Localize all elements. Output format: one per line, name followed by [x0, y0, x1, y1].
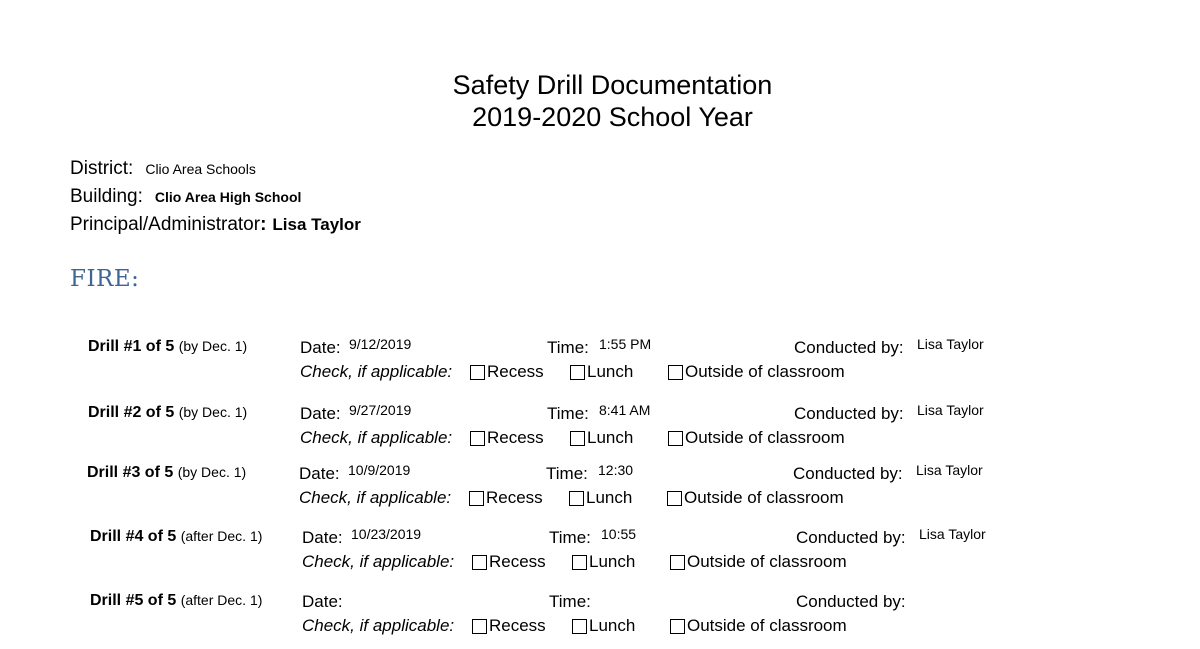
conducted-by-label: Conducted by:	[796, 528, 906, 547]
recess-option[interactable]	[472, 616, 546, 636]
check-label: Check, if applicable:	[300, 362, 453, 381]
date-value[interactable]: 9/12/2019	[349, 336, 412, 352]
conducted-by-value[interactable]: Lisa Taylor	[917, 336, 984, 352]
date-label: Date:	[302, 592, 343, 611]
date-label: Date:	[299, 464, 340, 483]
lunch-checkbox[interactable]	[572, 619, 587, 634]
drill-deadline: (by Dec. 1)	[177, 464, 247, 480]
drill-row	[0, 461, 1199, 521]
time-value[interactable]: 8:41 AM	[599, 402, 651, 418]
document-title: Safety Drill Documentation	[452, 70, 773, 100]
outside-checkbox[interactable]	[670, 619, 685, 634]
recess-checkbox[interactable]	[470, 431, 485, 446]
drill-label	[88, 338, 247, 356]
outside-option[interactable]	[670, 552, 847, 572]
drill-title: Drill #3 of 5	[87, 464, 174, 481]
time-label: Time:	[546, 464, 588, 483]
drill-row	[2, 589, 1200, 649]
drill-label	[90, 528, 262, 546]
recess-option[interactable]	[472, 552, 546, 572]
check-label: Check, if applicable:	[302, 552, 455, 571]
drill-label	[88, 404, 247, 422]
time-value[interactable]: 10:55	[601, 526, 637, 542]
recess-label: Recess	[487, 362, 544, 381]
district-label: District:	[70, 158, 134, 179]
drill-deadline: (by Dec. 1)	[178, 404, 248, 420]
recess-checkbox[interactable]	[472, 555, 487, 570]
date-value[interactable]: 9/27/2019	[349, 402, 412, 418]
time-value[interactable]: 12:30	[598, 462, 634, 478]
district-value: Clio Area Schools	[145, 161, 256, 177]
recess-option[interactable]	[469, 488, 543, 508]
check-label: Check, if applicable:	[302, 616, 455, 635]
building-value: Clio Area High School	[154, 189, 302, 205]
building-label: Building:	[70, 186, 143, 207]
drill-row	[0, 335, 1200, 395]
district-line	[70, 157, 256, 181]
time-value[interactable]: 1:55 PM	[599, 336, 652, 352]
drill-label	[87, 464, 246, 482]
lunch-label: Lunch	[586, 488, 633, 507]
recess-checkbox[interactable]	[469, 491, 484, 506]
lunch-checkbox[interactable]	[569, 491, 584, 506]
drill-deadline: (after Dec. 1)	[180, 592, 263, 608]
recess-label: Recess	[489, 552, 546, 571]
principal-colon: :	[260, 214, 267, 235]
conducted-by-label: Conducted by:	[793, 464, 903, 483]
outside-checkbox[interactable]	[668, 365, 683, 380]
check-label: Check, if applicable:	[299, 488, 452, 507]
drill-label	[90, 592, 262, 610]
drill-row	[2, 525, 1200, 585]
document-subtitle: 2019-2020 School Year	[472, 102, 753, 132]
drill-deadline: (by Dec. 1)	[178, 338, 248, 354]
drill-row	[0, 401, 1200, 461]
lunch-option[interactable]	[572, 616, 635, 636]
lunch-checkbox[interactable]	[570, 365, 585, 380]
recess-option[interactable]	[470, 362, 544, 382]
lunch-label: Lunch	[589, 552, 636, 571]
recess-label: Recess	[487, 428, 544, 447]
fire-section-title: FIRE:	[70, 266, 140, 292]
recess-option[interactable]	[470, 428, 544, 448]
building-line	[70, 185, 301, 209]
outside-label: Outside of classroom	[685, 362, 845, 381]
lunch-checkbox[interactable]	[570, 431, 585, 446]
drill-title: Drill #2 of 5	[88, 404, 175, 421]
date-label: Date:	[302, 528, 343, 547]
conducted-by-value[interactable]: Lisa Taylor	[919, 526, 986, 542]
conducted-by-value[interactable]: Lisa Taylor	[916, 462, 983, 478]
drill-title: Drill #1 of 5	[88, 338, 175, 355]
lunch-option[interactable]	[572, 552, 635, 572]
outside-label: Outside of classroom	[684, 488, 844, 507]
date-label: Date:	[300, 404, 341, 423]
time-label: Time:	[547, 338, 589, 357]
outside-option[interactable]	[668, 428, 845, 448]
recess-label: Recess	[489, 616, 546, 635]
drill-title: Drill #5 of 5	[90, 592, 177, 609]
lunch-option[interactable]	[570, 428, 633, 448]
conducted-by-value[interactable]: Lisa Taylor	[917, 402, 984, 418]
date-label: Date:	[300, 338, 341, 357]
outside-checkbox[interactable]	[670, 555, 685, 570]
principal-label: Principal/Administrator	[70, 214, 261, 235]
outside-label: Outside of classroom	[687, 616, 847, 635]
principal-value: Lisa Taylor	[272, 215, 361, 234]
conducted-by-label: Conducted by:	[796, 592, 906, 611]
lunch-option[interactable]	[570, 362, 633, 382]
date-value[interactable]: 10/23/2019	[351, 526, 422, 542]
time-label: Time:	[547, 404, 589, 423]
outside-option[interactable]	[668, 362, 845, 382]
recess-checkbox[interactable]	[470, 365, 485, 380]
time-label: Time:	[549, 592, 591, 611]
outside-checkbox[interactable]	[668, 431, 683, 446]
conducted-by-label: Conducted by:	[794, 404, 904, 423]
check-label: Check, if applicable:	[300, 428, 453, 447]
outside-option[interactable]	[670, 616, 847, 636]
conducted-by-label: Conducted by:	[794, 338, 904, 357]
outside-label: Outside of classroom	[685, 428, 845, 447]
outside-option[interactable]	[667, 488, 844, 508]
recess-label: Recess	[486, 488, 543, 507]
lunch-label: Lunch	[587, 428, 634, 447]
drill-deadline: (after Dec. 1)	[180, 528, 263, 544]
lunch-checkbox[interactable]	[572, 555, 587, 570]
lunch-label: Lunch	[589, 616, 636, 635]
recess-checkbox[interactable]	[472, 619, 487, 634]
outside-label: Outside of classroom	[687, 552, 847, 571]
principal-line	[70, 213, 361, 237]
lunch-label: Lunch	[587, 362, 634, 381]
lunch-option[interactable]	[569, 488, 632, 508]
date-value[interactable]: 10/9/2019	[348, 462, 411, 478]
drill-title: Drill #4 of 5	[90, 528, 177, 545]
outside-checkbox[interactable]	[667, 491, 682, 506]
time-label: Time:	[549, 528, 591, 547]
